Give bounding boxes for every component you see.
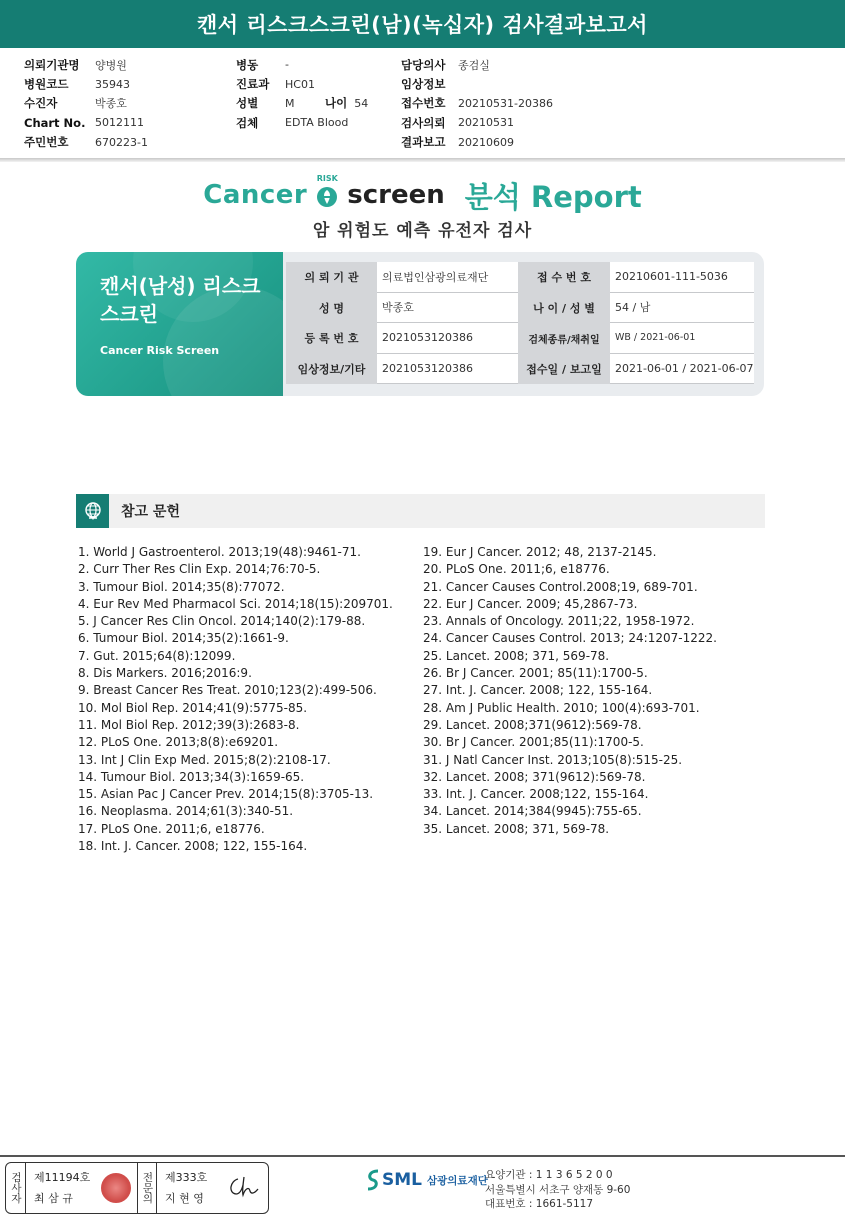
reviewer-label: 전문의 [137, 1163, 157, 1213]
cancer-risk-screen-logo [0, 174, 845, 216]
reference-item: 18. Int. J. Cancer. 2008; 122, 155-164. [78, 839, 308, 854]
page-subtitle: 암 위험도 예측 유전자 검사 [312, 221, 533, 241]
card-subtitle: Cancer Risk Screen [100, 344, 220, 357]
table-row [286, 293, 754, 324]
reviewer-id: 제333호 [165, 1171, 208, 1184]
logo-word-cancer: Cancer [203, 180, 308, 210]
report-title: 캔서 리스크스크린(남)(녹십자) 검사결과보고서 [0, 0, 845, 48]
info-key: 접수일 / 보고일 [518, 354, 610, 385]
meta-value: - [285, 58, 289, 72]
logo-risk-label: RISK [316, 174, 338, 183]
info-key: 나 이 / 성 별 [518, 293, 610, 324]
sml-swoosh-icon [366, 1168, 380, 1192]
tester-signature [26, 1163, 137, 1213]
tester-id: 제11194호 [34, 1171, 91, 1184]
meta-label: 의뢰기관명 [24, 57, 80, 72]
reference-item: 31. J Natl Cancer Inst. 2013;105(8):515-25. [423, 752, 683, 767]
tester-label: 검사자 [6, 1163, 26, 1213]
meta-label: 병원코드 [24, 77, 69, 92]
risk-mark [311, 174, 343, 216]
meta-value: 670223-1 [95, 135, 148, 149]
meta-label: 병동 [236, 57, 259, 72]
meta-value: 양병원 [95, 58, 127, 72]
info-key: 임상정보/기타 [286, 354, 377, 385]
meta-label: 수진자 [24, 96, 58, 111]
globe-icon-graphic [82, 500, 104, 522]
meta-column-1 [24, 55, 148, 152]
meta-label: 주민번호 [24, 135, 69, 150]
reference-item: 5. J Cancer Res Clin Oncol. 2014;140(2):179-88. [78, 614, 366, 629]
reference-item: 30. Br J Cancer. 2001;85(11):1700-5. [423, 735, 644, 750]
reference-item: 2. Curr Ther Res Clin Exp. 2014;76:70-5. [78, 562, 321, 577]
meta-label: 나이 [325, 96, 348, 111]
logo-word-screen: screen [347, 180, 445, 210]
info-value: 54 / 남 [610, 293, 754, 324]
ribbon-icon [316, 186, 338, 208]
reference-item: 4. Eur Rev Med Pharmacol Sci. 2014;18(15):209701. [78, 596, 393, 611]
reference-item: 17. PLoS One. 2011;6, e18776. [78, 821, 265, 836]
reference-item: 29. Lancet. 2008;371(9612):569-78. [423, 717, 642, 732]
reference-item: 32. Lancet. 2008; 371(9612):569-78. [423, 769, 646, 784]
reference-item: 28. Am J Public Health. 2010; 100(4):693-701. [423, 700, 700, 715]
meta-label: Chart No. [24, 115, 86, 130]
reference-item: 35. Lancet. 2008; 371, 569-78. [423, 821, 610, 836]
info-key: 성 명 [286, 293, 377, 324]
handwritten-signature-icon [226, 1175, 260, 1199]
table-row [286, 354, 754, 385]
meta-label: 검사의뢰 [401, 115, 446, 130]
meta-value: HC01 [285, 77, 315, 91]
reference-item: 26. Br J Cancer. 2001; 85(11):1700-5. [423, 666, 648, 681]
signature-box [5, 1162, 269, 1214]
meta-value: 박종호 [95, 97, 127, 111]
meta-label: 결과보고 [401, 135, 446, 150]
org-code: 요양기관 : 1 1 3 6 5 2 0 0 [485, 1169, 613, 1181]
footer-divider [0, 1155, 845, 1157]
logo-word-report: 분석 Report [464, 179, 642, 214]
reviewer-signature [157, 1163, 268, 1213]
card-title: 캔서(남성) 리스크 스크린 [100, 274, 261, 326]
header-divider [0, 158, 845, 162]
reference-item: 13. Int J Clin Exp Med. 2015;8(2):2108-17. [78, 752, 331, 767]
meta-column-2 [236, 55, 368, 133]
sml-org-name: 삼광의료재단 [427, 1174, 488, 1187]
meta-label: 접수번호 [401, 96, 446, 111]
product-card [76, 252, 283, 396]
reference-item: 20. PLoS One. 2011;6, e18776. [423, 562, 610, 577]
table-row [286, 323, 754, 354]
reference-item: 1. World J Gastroenterol. 2013;19(48):9461-71. [78, 545, 361, 559]
references-title: 참고 문헌 [121, 504, 180, 520]
reference-item: 19. Eur J Cancer. 2012; 48, 2137-2145. [423, 545, 657, 559]
reference-item: 3. Tumour Biol. 2014;35(8):77072. [78, 579, 285, 594]
meta-value: 종검실 [458, 58, 490, 72]
reference-item: 15. Asian Pac J Cancer Prev. 2014;15(8):3705-13. [78, 787, 374, 802]
meta-label: 담당의사 [401, 57, 446, 72]
sml-wordmark: SML [382, 1170, 422, 1190]
reference-item: 22. Eur J Cancer. 2009; 45,2867-73. [423, 596, 638, 611]
sml-logo [366, 1168, 488, 1192]
meta-value: 5012111 [95, 116, 144, 130]
meta-label: 검체 [236, 115, 259, 130]
info-value: 의료법인삼광의료재단 [377, 262, 518, 293]
reference-item: 23. Annals of Oncology. 2011;22, 1958-1972. [423, 614, 695, 629]
reference-item: 16. Neoplasma. 2014;61(3):340-51. [78, 804, 294, 819]
meta-value: 35943 [95, 77, 130, 91]
info-key: 검체종류/채취일 [518, 323, 610, 354]
info-value: 2021053120386 [377, 323, 518, 354]
meta-label: 임상정보 [401, 77, 446, 92]
reference-item: 33. Int. J. Cancer. 2008;122, 155-164. [423, 787, 649, 802]
meta-label: 성별 [236, 96, 259, 111]
org-phone: 대표번호 : 1661-5117 [485, 1198, 594, 1210]
references-list-left [78, 544, 393, 855]
org-address: 서울특별시 서초구 양재동 9-60 [485, 1183, 631, 1196]
reference-item: 7. Gut. 2015;64(8):12099. [78, 648, 236, 663]
info-value: 20210601-111-5036 [610, 262, 754, 293]
reference-item: 8. Dis Markers. 2016;2016:9. [78, 666, 252, 681]
info-key: 의 뢰 기 관 [286, 262, 377, 293]
meta-value: M [285, 96, 295, 110]
meta-label: 진료과 [236, 77, 270, 92]
meta-value: 20210609 [458, 135, 514, 149]
info-value: 박종호 [377, 293, 518, 324]
globe-icon [76, 494, 109, 528]
info-key: 접 수 번 호 [518, 262, 610, 293]
reference-item: 6. Tumour Biol. 2014;35(2):1661-9. [78, 631, 289, 646]
info-value: 2021-06-01 / 2021-06-07 [610, 354, 754, 385]
reference-item: 14. Tumour Biol. 2013;34(3):1659-65. [78, 769, 305, 784]
meta-column-3 [401, 55, 553, 152]
meta-value: 20210531 [458, 116, 514, 130]
info-value: WB / 2021-06-01 [610, 323, 754, 354]
org-contact-info [485, 1168, 630, 1212]
reference-item: 10. Mol Biol Rep. 2014;41(9):5775-85. [78, 700, 308, 715]
meta-value: EDTA Blood [285, 116, 349, 130]
info-value: 2021053120386 [377, 354, 518, 385]
references-list-right [423, 544, 717, 838]
tester-name: 최 삼 규 [34, 1192, 73, 1205]
meta-value: 54 [354, 96, 369, 110]
reference-item: 9. Breast Cancer Res Treat. 2010;123(2):499-506. [78, 683, 377, 698]
reference-item: 12. PLoS One. 2013;8(8):e69201. [78, 735, 279, 750]
reference-item: 25. Lancet. 2008; 371, 569-78. [423, 648, 610, 663]
references-header [76, 494, 765, 528]
reference-item: 11. Mol Biol Rep. 2012;39(3):2683-8. [78, 717, 300, 732]
reference-item: 24. Cancer Causes Control. 2013; 24:1207-1222. [423, 631, 717, 646]
meta-value: 20210531-20386 [458, 96, 553, 110]
reference-item: 34. Lancet. 2014;384(9945):755-65. [423, 804, 642, 819]
seal-stamp-icon [101, 1173, 131, 1203]
info-key: 등 록 번 호 [286, 323, 377, 354]
table-row [286, 262, 754, 293]
reference-item: 27. Int. J. Cancer. 2008; 122, 155-164. [423, 683, 653, 698]
patient-info-table [286, 262, 754, 384]
reviewer-name: 지 현 영 [165, 1192, 204, 1205]
reference-item: 21. Cancer Causes Control.2008;19, 689-701. [423, 579, 698, 594]
